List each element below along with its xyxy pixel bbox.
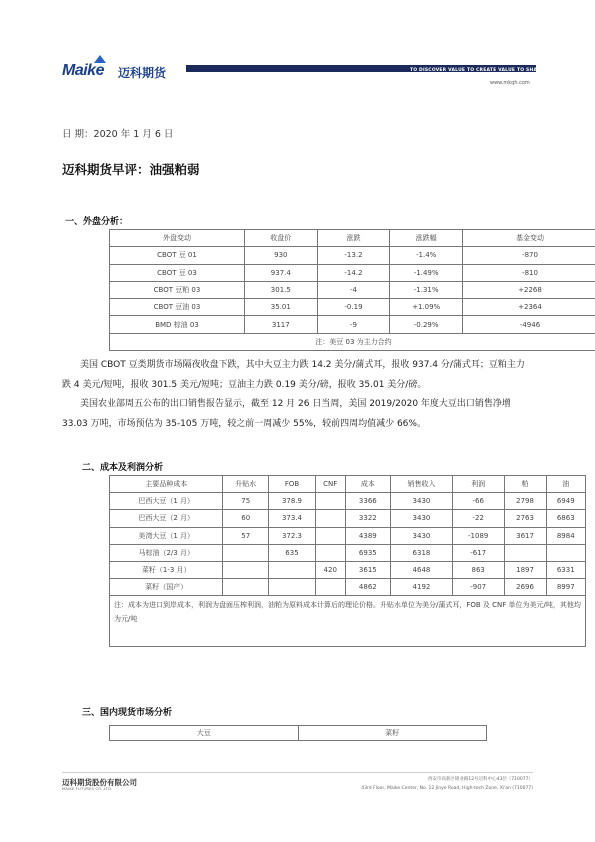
table-cell: 372.3 xyxy=(269,527,316,544)
table-header-cell: 涨跌幅 xyxy=(390,230,463,247)
table-row xyxy=(110,316,595,333)
table-cell: 75 xyxy=(223,493,269,510)
table-cell: CBOT 豆粕 03 xyxy=(110,281,245,298)
table-cell: 3322 xyxy=(345,510,391,527)
table-cell: -1.4% xyxy=(390,247,463,264)
table-row xyxy=(110,493,586,510)
table-cell: -1.49% xyxy=(390,264,463,281)
table-header-cell: 成本 xyxy=(345,476,391,493)
brand-name-cn: 迈科期货 xyxy=(118,66,167,80)
header-website: www.mkqh.com xyxy=(490,80,530,86)
table-cell: +2268 xyxy=(462,281,595,298)
table-cell: -13.2 xyxy=(317,247,390,264)
table-cell: 57 xyxy=(223,527,269,544)
table-cell: 8997 xyxy=(546,579,586,596)
report-date: 日 期：2020 年 1 月 6 日 xyxy=(62,129,174,140)
logo-mark-icon xyxy=(94,55,106,63)
table-cell xyxy=(315,493,345,510)
table-cell: +2364 xyxy=(462,299,595,316)
table-header-cell: 外盘变动 xyxy=(110,230,245,247)
table-cell: 4389 xyxy=(345,527,391,544)
table-header-cell: 升贴水 xyxy=(223,476,269,493)
table-cell: 菜籽（国产） xyxy=(110,579,223,596)
brand-logo: Maike xyxy=(62,62,104,79)
table-header-cell: 大豆 xyxy=(110,726,299,741)
table-cell: -22 xyxy=(452,510,504,527)
table-cell xyxy=(504,544,546,561)
table-cell: 3615 xyxy=(345,561,391,578)
table-header-cell: 涨跌 xyxy=(317,230,390,247)
table-cell: 3430 xyxy=(391,510,453,527)
table-cell: 6318 xyxy=(391,544,453,561)
table-cell: 863 xyxy=(452,561,504,578)
report-title: 迈科期货早评：油强粕弱 xyxy=(62,162,200,177)
table-cell: 3430 xyxy=(391,527,453,544)
table-cell: 35.01 xyxy=(244,299,317,316)
table-cell: -4946 xyxy=(462,316,595,333)
table-row xyxy=(110,264,595,281)
table-cell: +1.09% xyxy=(390,299,463,316)
table-cell: 美湾大豆（1 月） xyxy=(110,527,223,544)
table-cell: CBOT 豆油 03 xyxy=(110,299,245,316)
table-header-cell: 油 xyxy=(546,476,586,493)
table-header-cell: 主要品种成本 xyxy=(110,476,223,493)
table-cell: 3617 xyxy=(504,527,546,544)
table-cell: CBOT 豆 01 xyxy=(110,247,245,264)
table-cell xyxy=(269,561,316,578)
table-row xyxy=(110,561,586,578)
table-cell: 60 xyxy=(223,510,269,527)
table-row xyxy=(110,527,586,544)
footer-divider xyxy=(62,772,533,773)
table-cell: 巴西大豆（2 月） xyxy=(110,510,223,527)
table-cell: 2763 xyxy=(504,510,546,527)
table-cell: 3117 xyxy=(244,316,317,333)
table-header-cell: 销售收入 xyxy=(391,476,453,493)
table-cell: 马棕油（2/3 月） xyxy=(110,544,223,561)
header-tagline: TO DISCOVER VALUE TO CREATE VALUE TO SHARE VALUE xyxy=(410,68,563,73)
table-cell: 2696 xyxy=(504,579,546,596)
table-row xyxy=(110,579,586,596)
table-note: 注：美豆 03 为主力合约 xyxy=(110,333,595,350)
overseas-market-table xyxy=(109,229,595,351)
table-cell: 6949 xyxy=(546,493,586,510)
table-cell: -810 xyxy=(462,264,595,281)
table-cell: 373.4 xyxy=(269,510,316,527)
footer-company-cn: 迈科期货股份有限公司 xyxy=(62,778,137,787)
table-header-cell: 利润 xyxy=(452,476,504,493)
table-cell: 6331 xyxy=(546,561,586,578)
table-cell: -4 xyxy=(317,281,390,298)
table-cell: 6935 xyxy=(345,544,391,561)
table-cell xyxy=(315,510,345,527)
table-cell: 4192 xyxy=(391,579,453,596)
table-cell: 6863 xyxy=(546,510,586,527)
table-cell: -1089 xyxy=(452,527,504,544)
table-note: 注：成本为进口到岸成本，利润为盘面压榨利润，油粕为原料成本计算后的理论价格。升贴水单位为美分/蒲式耳，FOB 及 CNF 单位为美元/吨，其他均为元/吨 xyxy=(110,596,586,647)
table-cell: -14.2 xyxy=(317,264,390,281)
table-cell: 3366 xyxy=(345,493,391,510)
table-header-cell: FOB xyxy=(269,476,316,493)
table-cell xyxy=(546,544,586,561)
table-cell: 930 xyxy=(244,247,317,264)
table-cell xyxy=(223,561,269,578)
table-header-cell: 收盘价 xyxy=(244,230,317,247)
table-row xyxy=(110,510,586,527)
table-cell: -907 xyxy=(452,579,504,596)
table-cell: -0.19 xyxy=(317,299,390,316)
table-cell: 2798 xyxy=(504,493,546,510)
table-row xyxy=(110,247,595,264)
cost-profit-table xyxy=(109,475,586,647)
table-cell: 635 xyxy=(269,544,316,561)
table-cell: 937.4 xyxy=(244,264,317,281)
table-header-cell: 菜籽 xyxy=(298,726,487,741)
table-row xyxy=(110,281,595,298)
table-cell: 378.9 xyxy=(269,493,316,510)
table-cell: -9 xyxy=(317,316,390,333)
table-header-row xyxy=(110,476,586,493)
table-note-row xyxy=(110,333,595,350)
table-cell: 301.5 xyxy=(244,281,317,298)
section-heading-overseas: 一、外盘分析： xyxy=(65,217,129,227)
table-cell: -1.31% xyxy=(390,281,463,298)
table-row xyxy=(110,299,595,316)
table-cell: 4648 xyxy=(391,561,453,578)
table-cell xyxy=(315,527,345,544)
table-note-row xyxy=(110,596,586,647)
table-cell: 8984 xyxy=(546,527,586,544)
table-cell: 巴西大豆（1 月） xyxy=(110,493,223,510)
table-header-cell: 粕 xyxy=(504,476,546,493)
table-header-cell: 基金变动 xyxy=(462,230,595,247)
footer-address-cn: 西安市高新区锦业路12号迈科中心43层（710077） xyxy=(427,777,533,782)
section-heading-domestic-spot: 三、国内现货市场分析 xyxy=(82,708,173,718)
table-header-cell: CNF xyxy=(315,476,345,493)
table-cell: -617 xyxy=(452,544,504,561)
table-cell: CBOT 豆 03 xyxy=(110,264,245,281)
table-cell xyxy=(223,579,269,596)
table-cell: -66 xyxy=(452,493,504,510)
table-cell xyxy=(223,544,269,561)
footer-address-en: 43rd Floor, Maike Center, No. 12 Jinye Road, High-tech Zone, Xi'an (710077) xyxy=(361,786,533,791)
table-cell: -0.29% xyxy=(390,316,463,333)
table-cell: -870 xyxy=(462,247,595,264)
table-cell: 菜籽（1-3 月） xyxy=(110,561,223,578)
table-row xyxy=(110,544,586,561)
table-cell xyxy=(315,579,345,596)
table-cell: 4862 xyxy=(345,579,391,596)
table-cell: 3430 xyxy=(391,493,453,510)
table-cell xyxy=(269,579,316,596)
table-header-row xyxy=(110,726,487,741)
paragraph-usda-export: 美国农业部周五公布的出口销售报告显示，截至 12 月 26 日当周，美国 2019/2020 年度大豆出口销售净增 33.03 万吨，市场预估为 35-105 万吨，较之前一周减少 55%，较前四周均值减少 66%。 xyxy=(62,399,511,429)
domestic-spot-table xyxy=(109,725,487,741)
table-cell: 1897 xyxy=(504,561,546,578)
table-header-row xyxy=(110,230,595,247)
paragraph-cbot-summary: 美国 CBOT 豆类期货市场隔夜收盘下跌，其中大豆主力跌 14.2 美分/蒲式耳，报收 937.4 分/蒲式耳；豆粕主力跌 4 美元/短吨，报收 301.5 美元/短吨；豆油主力跌 0.19 美分/磅，报收 35.01 美分/磅。 xyxy=(62,360,525,390)
table-cell: 420 xyxy=(315,561,345,578)
table-cell xyxy=(315,544,345,561)
table-cell: BMD 棕油 03 xyxy=(110,316,245,333)
section-heading-cost-profit: 二、成本及利润分析 xyxy=(82,463,164,473)
footer-company-en: MAIKE FUTURES CO.,LTD. xyxy=(62,787,113,791)
